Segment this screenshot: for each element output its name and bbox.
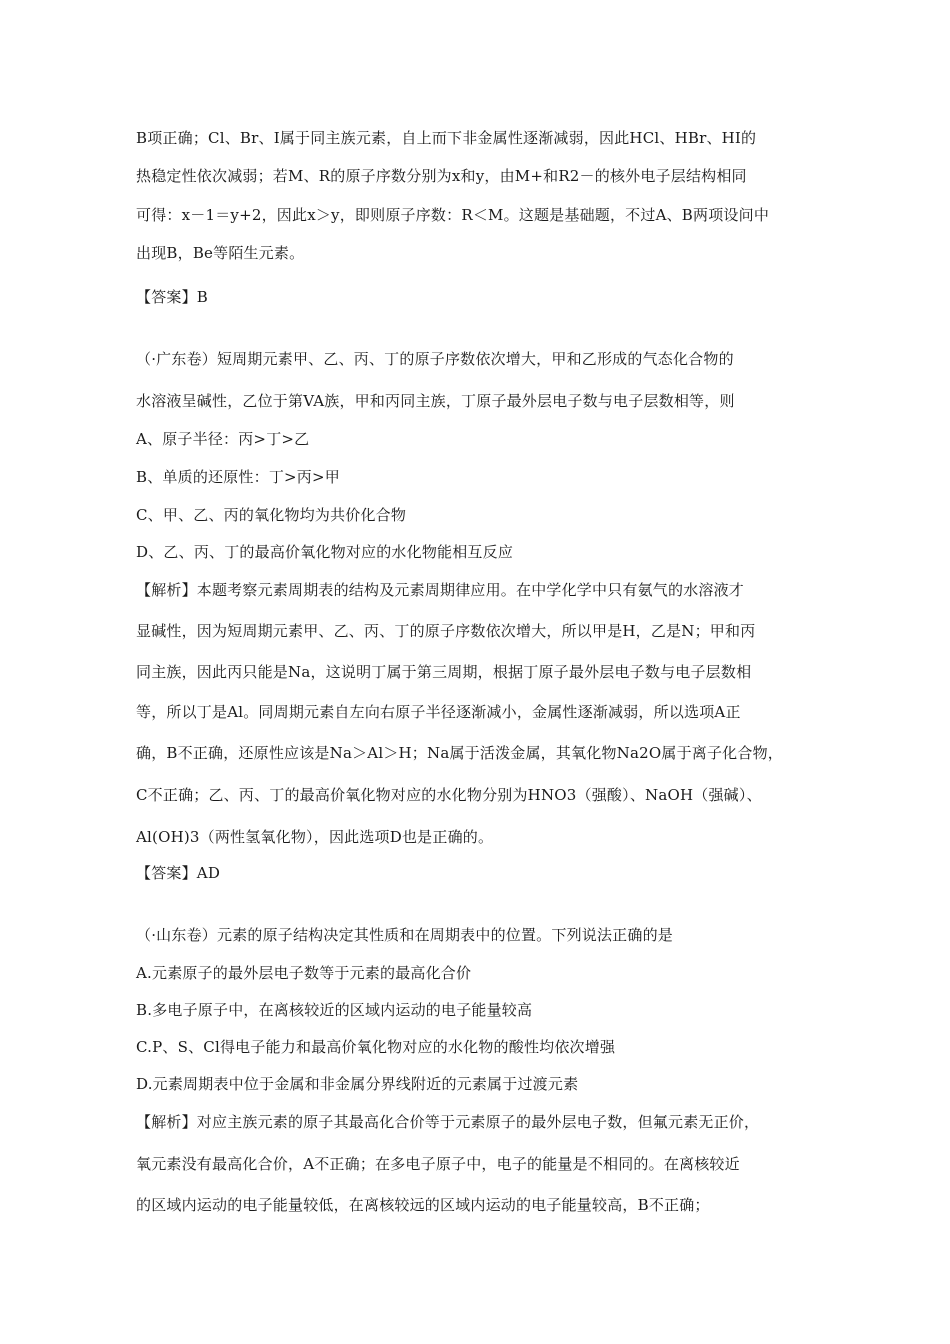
analysis-line: 显碱性，因为短周期元素甲、乙、丙、丁的原子序数依次增大，所以甲是H，乙是N；甲和丙 [136, 622, 756, 640]
question-stem: 水溶液呈碱性，乙位于第VA族，甲和丙同主族，丁原子最外层电子数与电子层数相等，则 [136, 392, 735, 410]
option-b: B.多电子原子中，在离核较近的区域内运动的电子能量较高 [136, 1001, 533, 1019]
analysis-line: 【解析】本题考察元素周期表的结构及元素周期律应用。在中学化学中只有氨气的水溶液才 [136, 581, 745, 599]
option-c: C、甲、乙、丙的氧化物均为共价化合物 [136, 506, 407, 524]
analysis-line: Al(OH)3（两性氢氧化物），因此选项D也是正确的。 [136, 828, 494, 846]
question-stem: （·广东卷）短周期元素甲、乙、丙、丁的原子序数依次增大，甲和乙形成的气态化合物的 [136, 350, 734, 368]
option-d: D.元素周期表中位于金属和非金属分界线附近的元素属于过渡元素 [136, 1075, 579, 1093]
option-c: C.P、S、Cl得电子能力和最高价氧化物对应的水化物的酸性均依次增强 [136, 1038, 616, 1056]
analysis-line: 的区域内运动的电子能量较低，在离核较远的区域内运动的电子能量较高，B不正确； [136, 1196, 710, 1214]
option-d: D、乙、丙、丁的最高价氧化物对应的水化物能相互反应 [136, 543, 514, 561]
text-line: 可得：x－1＝y+2，因此x＞y，即则原子序数：R＜M。这题是基础题，不过A、B两项设问中 [136, 206, 770, 224]
option-a: A.元素原子的最外层电子数等于元素的最高化合价 [136, 964, 472, 982]
analysis-line: C不正确；乙、丙、丁的最高价氧化物对应的水化物分别为HNO3（强酸）、NaOH（强碱）、 [136, 786, 762, 804]
question-stem: （·山东卷）元素的原子结构决定其性质和在周期表中的位置。下列说法正确的是 [136, 926, 673, 944]
answer-line: 【答案】AD [136, 864, 221, 882]
analysis-line: 确，B不正确，还原性应该是Na＞Al＞H；Na属于活泼金属，其氧化物Na2O属于离子化合物， [136, 744, 783, 762]
text-line: 出现B，Be等陌生元素。 [136, 244, 305, 262]
analysis-line: 氧元素没有最高化合价，A不正确；在多电子原子中，电子的能量是不相同的。在离核较近 [136, 1155, 740, 1173]
text-line: 热稳定性依次减弱；若M、R的原子序数分别为x和y，由M+和R2－的核外电子层结构相同 [136, 167, 747, 185]
text-line: B项正确；Cl、Br、I属于同主族元素，自上而下非金属性逐渐减弱，因此HCl、HBr、HI的 [136, 129, 757, 147]
option-b: B、单质的还原性：丁>丙>甲 [136, 468, 340, 486]
answer-line: 【答案】B [136, 288, 209, 306]
analysis-line: 同主族，因此丙只能是Na，这说明丁属于第三周期，根据丁原子最外层电子数与电子层数相 [136, 663, 752, 681]
analysis-line: 【解析】对应主族元素的原子其最高化合价等于元素原子的最外层电子数，但氟元素无正价， [136, 1113, 760, 1131]
analysis-line: 等，所以丁是Al。同周期元素自左向右原子半径逐渐减小，金属性逐渐减弱，所以选项A正 [136, 703, 741, 721]
option-a: A、原子半径：丙>丁>乙 [136, 430, 310, 448]
